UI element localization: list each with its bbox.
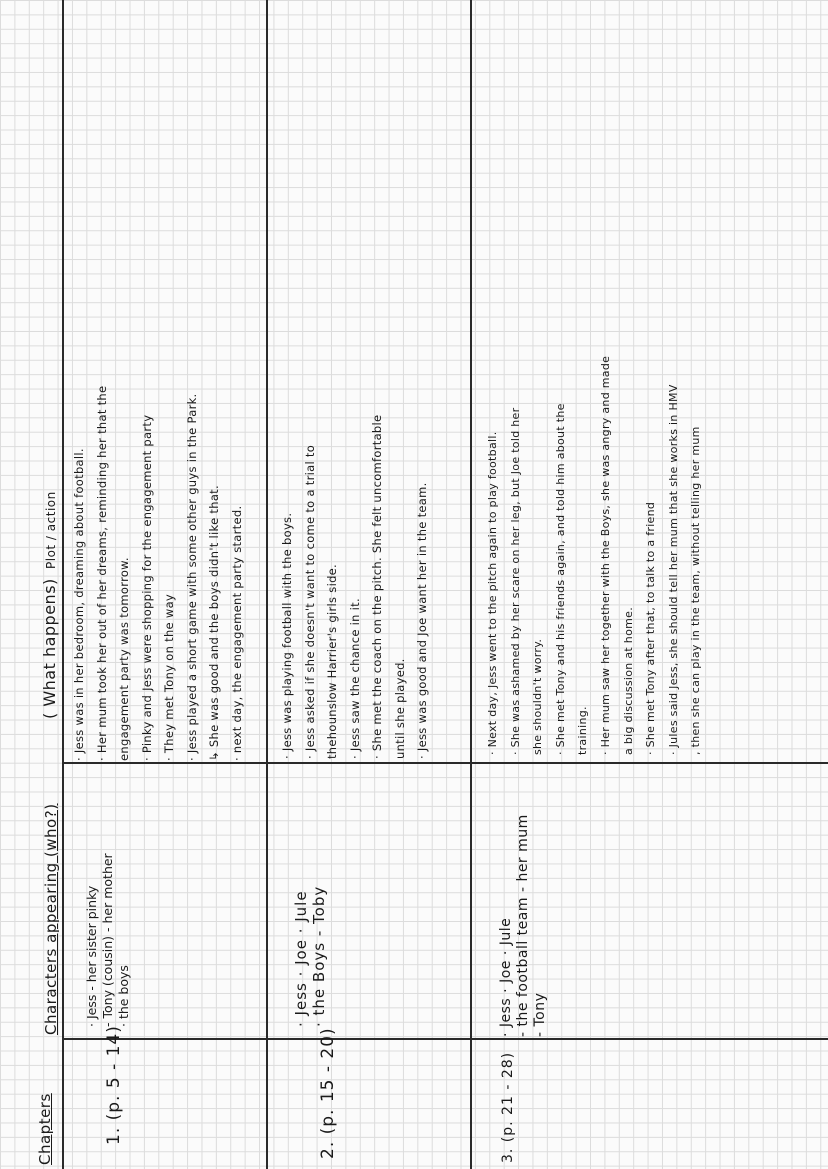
plot-line: · next day, the engagement party started. xyxy=(229,505,244,761)
chapter-3-plot xyxy=(482,356,708,755)
character-line: · the boys xyxy=(116,965,131,1027)
chapter-2-label: 2. (p. 15 - 20) xyxy=(318,1027,338,1159)
header-characters: Characters appearing (who?) xyxy=(42,803,60,1035)
plot-line: · They met Tony on the way xyxy=(162,593,176,761)
plot-line: · Jess asked if she doesn't want to come to a trial to xyxy=(302,444,317,759)
character-line: · the Boys - Toby xyxy=(310,885,328,1027)
plot-line: · Pinky and Jess were shopping for the engagement party xyxy=(139,414,154,761)
character-line: - the football team - her mum xyxy=(515,814,531,1037)
header-chapters: Chapters xyxy=(36,1093,54,1165)
plot-line: thehounslow Harrier's girls side. xyxy=(325,564,339,759)
character-line: · Jess · Joe · Jule xyxy=(292,890,310,1027)
character-line: - Tony (cousin) - her mother xyxy=(100,853,115,1027)
plot-line: · She was ashamed by her scare on her leg, but Joe told her xyxy=(508,407,522,755)
chapter-1-label: 1. (p. 5 - 14) xyxy=(104,1025,124,1145)
chapter-1-plot xyxy=(68,386,248,761)
plot-line: · Jess saw the chance in it. xyxy=(347,598,362,759)
plot-line: · Jess was good and Joe want her in the team. xyxy=(415,482,429,759)
plot-line: · Her mum saw her together with the Boys, she was angry and made xyxy=(598,355,612,755)
plot-line: until she played. xyxy=(392,658,407,759)
plot-line: , then she can play in the team, without telling her mum xyxy=(689,426,703,755)
plot-line: · She met the coach on the pitch. She felt uncomfortable xyxy=(370,414,384,759)
plot-line: training. xyxy=(576,706,590,755)
chapter-3-characters xyxy=(498,814,549,1037)
chapter-2-characters xyxy=(292,886,328,1027)
plot-line: a big discussion at home. xyxy=(621,607,635,755)
plot-line: · Jules said Jess, she should tell her mum that she works in HMV xyxy=(666,384,680,755)
plot-line: she shouldn't worry. xyxy=(531,638,545,755)
plot-line: · Jess played a short game with some other guys in the Park. xyxy=(184,393,199,761)
character-line: - Tony xyxy=(532,992,548,1037)
plot-line: · Her mum took her out of her dreams, reminding her that the xyxy=(94,385,109,761)
plot-line: engagement party was tomorrow. xyxy=(117,557,131,761)
plot-line: ↳ She was good and the boys didn't like that. xyxy=(207,485,221,761)
chapter-1-characters xyxy=(84,853,132,1027)
plot-line: · Jess was in her bedroom, dreaming about football. xyxy=(72,448,86,761)
plot-line: · She met Tony after that, to talk to a friend xyxy=(644,501,658,755)
plot-line: · Next day, Jess went to the pitch again to play football. xyxy=(486,431,499,755)
plot-line: · She met Tony and his friends again, and told him about the xyxy=(553,403,567,755)
plot-line: · Jess was playing football with the boys. xyxy=(280,512,294,759)
character-line: · Jess - her sister pinky xyxy=(84,885,99,1027)
chapter-3-label: 3. (p. 21 - 28) xyxy=(500,1051,516,1163)
chapter-2-plot xyxy=(276,415,434,759)
header-what-happens: ( What happens) xyxy=(40,578,59,719)
character-line: · Jess · Joe · Jule xyxy=(498,917,514,1037)
header-plot-action: Plot / action xyxy=(44,491,58,569)
